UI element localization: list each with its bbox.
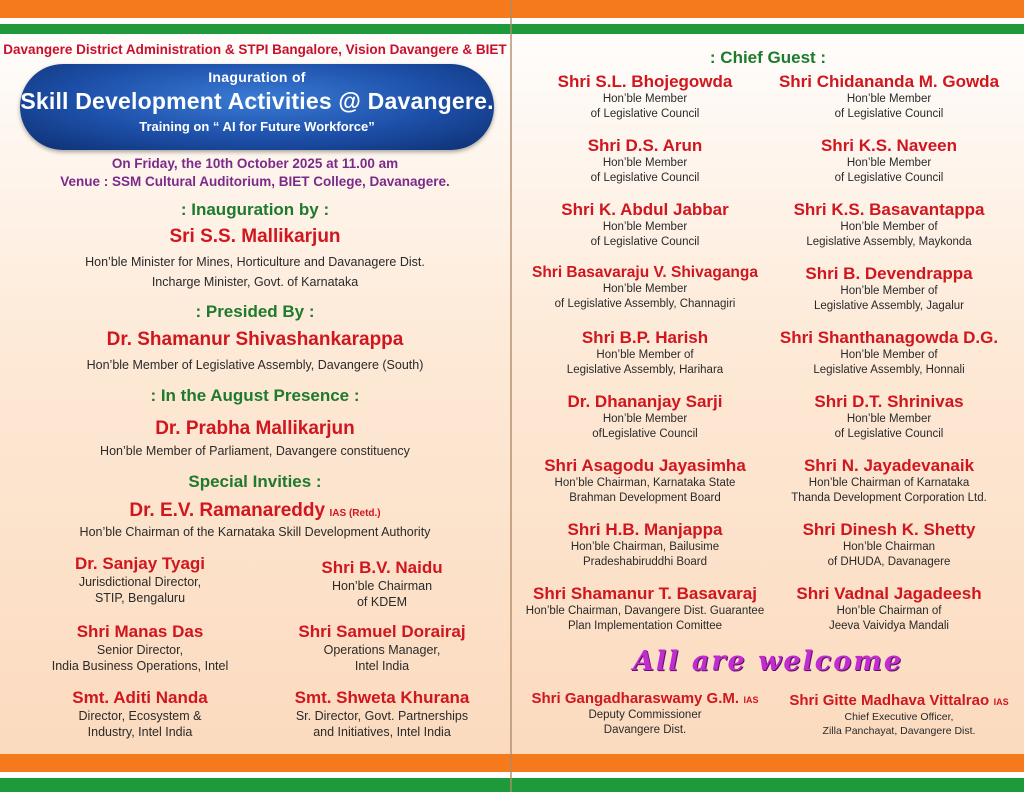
special-invitee	[20, 688, 260, 740]
chief-guest-entry	[762, 264, 1016, 314]
presided-heading: : Presided By :	[195, 302, 315, 321]
guest-name: Shri Asagodu Jayasimha	[544, 456, 746, 475]
chief-guest-entry	[520, 328, 770, 378]
guest-name: Shri Shanthanagowda D.G.	[779, 328, 999, 347]
organizers-line: Davangere District Administration & STPI Bangalore, Vision Davangere & BIET	[3, 42, 507, 57]
official-desc2: Davangere Dist.	[603, 724, 687, 736]
guest-desc1: Hon’ble Chairman of Karnataka	[808, 477, 970, 489]
guest-desc2: of DHUDA, Davanagere	[827, 556, 951, 568]
official-name: Shri Gangadharaswamy G.M.	[531, 690, 740, 707]
guest-name: Shri Dinesh K. Shetty	[802, 520, 976, 539]
chief-guest-entry	[520, 456, 770, 506]
event-date: On Friday, the 10th October 2025 at 11.00 am	[111, 156, 399, 171]
guest-desc1: Hon’ble Member of	[840, 221, 938, 233]
chief-guest-entry	[762, 72, 1016, 122]
guest-desc2: Jeeva Vaividya Mandali	[829, 620, 949, 632]
guest-desc2: of Legislative Council	[834, 172, 944, 184]
guest-desc1: Hon’ble Member	[602, 157, 688, 169]
chief-guest-entry	[520, 392, 770, 442]
chief-guest-entry	[762, 136, 1016, 186]
guest-desc1: Hon’ble Member	[846, 413, 932, 425]
invitee-desc2: India Business Operations, Intel	[51, 659, 229, 673]
presence-name: Dr. Prabha Mallikarjun	[155, 418, 355, 439]
guest-desc1: Hon’ble Member of	[840, 349, 938, 361]
invitee-name: Dr. Sanjay Tyagi	[74, 554, 206, 573]
guest-desc2: of Legislative Council	[590, 172, 700, 184]
inaugurator-desc1: Hon’ble Minister for Mines, Horticulture and Davanagere Dist.	[85, 255, 425, 269]
invitee-desc2: and Initiatives, Intel India	[313, 725, 451, 739]
guest-desc1: Hon’ble Chairman	[842, 541, 936, 553]
guest-name: Shri H.B. Manjappa	[567, 520, 723, 539]
guest-desc1: Hon’ble Chairman, Bailusime	[570, 541, 720, 553]
guest-name: Shri Chidananda M. Gowda	[778, 72, 1000, 91]
chief-guest-entry	[762, 456, 1016, 506]
invitee-name: Smt. Aditi Nanda	[72, 688, 208, 707]
invitee-desc2: Intel India	[354, 659, 410, 673]
guest-desc1: Hon’ble Member	[602, 283, 688, 295]
invitee-name: Shri B.V. Naidu	[321, 558, 443, 577]
guest-desc2: of Legislative Council	[834, 428, 944, 440]
official-name: Shri Gitte Madhava Vittalrao	[789, 692, 990, 709]
guest-desc2: Legislative Assembly, Honnali	[813, 364, 965, 376]
guest-name: Shri Basavaraju V. Shivaganga	[531, 264, 758, 281]
guest-name: Shri K. Abdul Jabbar	[561, 200, 729, 219]
chief-guest-entry	[520, 136, 770, 186]
invitee-desc1: Senior Director,	[96, 643, 184, 657]
chief-guest-heading: : Chief Guest :	[709, 48, 827, 67]
invitee-desc1: Sr. Director, Govt. Partnerships	[295, 709, 469, 723]
presence-desc: Hon’ble Member of Parliament, Davangere constituency	[100, 444, 410, 458]
official-desc1: Deputy Commissioner	[588, 709, 702, 721]
presider-desc: Hon’ble Member of Legislative Assembly, Davangere (South)	[86, 358, 424, 372]
chief-guest-entry	[762, 392, 1016, 442]
special-invitee	[20, 622, 260, 674]
guest-desc2: Plan Implementation Comittee	[567, 620, 723, 632]
right-panel	[512, 38, 1024, 750]
official	[514, 690, 776, 738]
guest-name: Shri S.L. Bhojegowda	[557, 72, 733, 91]
invitee-desc2: of KDEM	[356, 595, 407, 609]
chief-guest-entry	[520, 264, 770, 312]
special-invitee	[262, 688, 502, 740]
official-desc1: Chief Executive Officer,	[844, 711, 954, 723]
official-desc2: Zilla Panchayat, Davangere Dist.	[822, 725, 976, 737]
guest-desc2: Legislative Assembly, Jagalur	[814, 300, 964, 312]
invitee-desc2: Industry, Intel India	[87, 725, 193, 739]
guest-name: Shri Shamanur T. Basavaraj	[533, 584, 757, 603]
guest-desc2: of Legislative Council	[590, 108, 700, 120]
presence-heading: : In the August Presence :	[150, 386, 360, 405]
guest-name: Shri D.S. Arun	[587, 136, 703, 155]
guest-desc2: Thanda Development Corporation Ltd.	[791, 492, 987, 504]
guest-name: Shri B.P. Harish	[581, 328, 709, 347]
invitee-desc1: Director, Ecosystem &	[78, 709, 202, 723]
invitee-desc1: Hon’ble Chairman	[331, 579, 433, 593]
chief-guest-entry	[520, 200, 770, 250]
guest-desc1: Hon’ble Member	[602, 413, 688, 425]
special-main-desc: Hon’ble Chairman of the Karnataka Skill Development Authority	[79, 525, 431, 539]
tricolour-bottom-band	[0, 754, 1024, 792]
invitee-desc2: STIP, Bengaluru	[94, 591, 186, 605]
guest-desc1: Hon’ble Chairman, Karnataka State	[554, 477, 736, 489]
guest-desc1: Hon’ble Member	[846, 157, 932, 169]
guest-desc2: Brahman Development Board	[569, 492, 721, 504]
special-main-name: Dr. E.V. Ramanareddy	[129, 500, 326, 521]
guest-desc1: Hon’ble Chairman, Davangere Dist. Guarantee	[525, 605, 765, 617]
guest-name: Dr. Dhananjay Sarji	[567, 392, 723, 411]
special-invitee	[20, 554, 260, 606]
chief-guest-entry	[762, 328, 1016, 378]
official	[774, 692, 1024, 738]
chief-guest-entry	[520, 584, 770, 634]
official-suffix: IAS	[993, 697, 1009, 707]
guest-name: Shri B. Devendrappa	[805, 264, 973, 283]
special-invitees-heading: Special Invities :	[188, 472, 322, 491]
guest-desc1: Hon’ble Member	[846, 93, 932, 105]
inauguration-heading: : Inauguration by :	[180, 200, 330, 219]
banner-subtitle: Training on “ AI for Future Workforce”	[139, 119, 375, 134]
guest-desc2: of Legislative Assembly, Channagiri	[554, 298, 736, 310]
banner-line1: Inaguration of	[208, 69, 306, 85]
chief-guest-entry	[520, 72, 770, 122]
guest-name: Shri D.T. Shrinivas	[814, 392, 964, 411]
guest-desc2: of Legislative Council	[590, 236, 700, 248]
guest-desc2: Legislative Assembly, Harihara	[566, 364, 724, 376]
invitee-name: Smt. Shweta Khurana	[294, 688, 470, 707]
tricolour-top-band	[0, 0, 1024, 36]
guest-desc1: Hon’ble Member	[602, 221, 688, 233]
guest-desc2: ofLegislative Council	[592, 428, 698, 440]
special-invitee	[262, 622, 502, 674]
special-main-suffix: IAS (Retd.)	[329, 508, 381, 519]
official-suffix: IAS	[743, 695, 759, 705]
left-panel	[0, 38, 510, 750]
special-invitee	[262, 558, 502, 610]
inaugurator-desc2: Incharge Minister, Govt. of Karnataka	[151, 275, 359, 289]
guest-name: Shri Vadnal Jagadeesh	[796, 584, 982, 603]
guest-name: Shri N. Jayadevanaik	[803, 456, 975, 475]
guest-desc1: Hon’ble Member of	[840, 285, 938, 297]
banner-title: Skill Development Activities @ Davangere.	[20, 88, 494, 114]
welcome-text: All are welcome	[632, 646, 904, 677]
presider-name: Dr. Shamanur Shivashankarappa	[106, 329, 404, 350]
event-banner	[20, 64, 494, 150]
inaugurator-name: Sri S.S. Mallikarjun	[169, 226, 341, 247]
guest-desc2: of Legislative Council	[834, 108, 944, 120]
chief-guest-entry	[762, 584, 1016, 634]
invitee-name: Shri Manas Das	[76, 622, 204, 641]
guest-desc2: Pradeshabiruddhi Board	[582, 556, 708, 568]
guest-desc1: Hon’ble Chairman of	[836, 605, 942, 617]
invitee-name: Shri Samuel Dorairaj	[298, 622, 466, 641]
event-venue: Venue : SSM Cultural Auditorium, BIET College, Davanagere.	[60, 174, 450, 189]
guest-name: Shri K.S. Naveen	[820, 136, 958, 155]
guest-desc2: Legislative Assembly, Maykonda	[806, 236, 972, 248]
chief-guest-entry	[762, 200, 1016, 250]
chief-guest-entry	[520, 520, 770, 570]
chief-guest-entry	[762, 520, 1016, 570]
guest-desc1: Hon’ble Member of	[596, 349, 694, 361]
guest-name: Shri K.S. Basavantappa	[793, 200, 985, 219]
invitee-desc1: Jurisdictional Director,	[78, 575, 202, 589]
guest-desc1: Hon’ble Member	[602, 93, 688, 105]
special-main	[0, 500, 510, 522]
invitee-desc1: Operations Manager,	[323, 643, 441, 657]
